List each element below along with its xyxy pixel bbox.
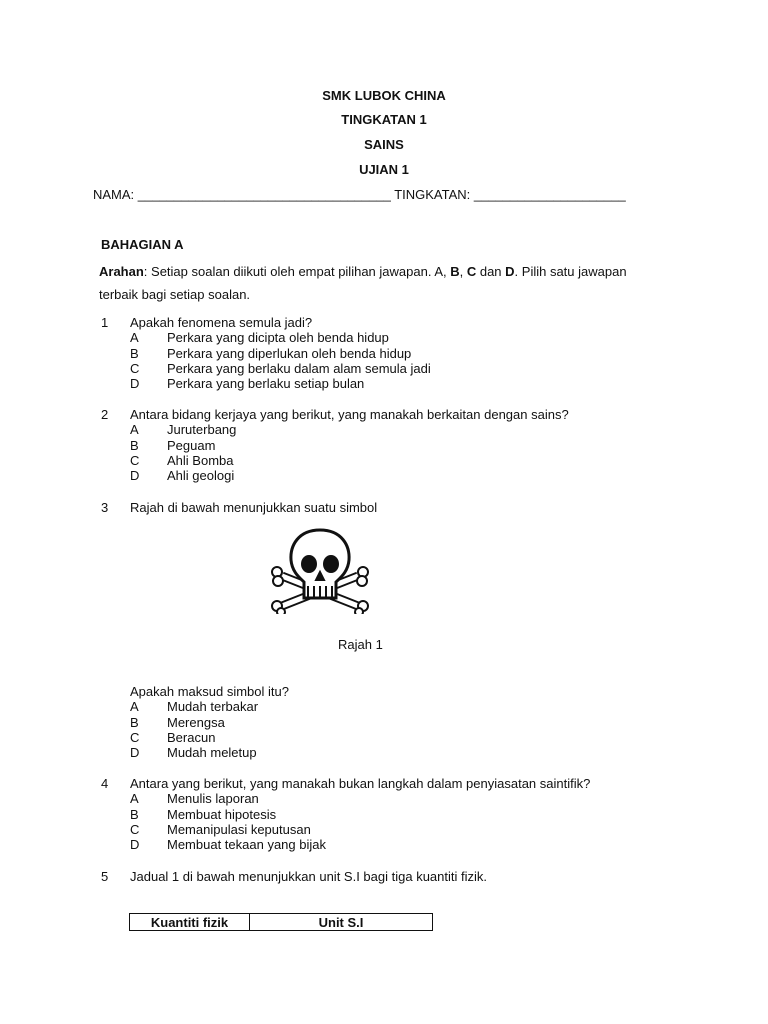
option-text: Perkara yang diperlukan oleh benda hidup <box>167 345 412 361</box>
option-text: Ahli Bomba <box>167 452 234 468</box>
table-header-row <box>130 914 433 931</box>
option-letter: A <box>130 330 139 346</box>
question-number: 1 <box>101 315 109 330</box>
option-text: Memanipulasi keputusan <box>167 821 311 837</box>
option-d <box>130 468 701 483</box>
instruction <box>99 260 659 306</box>
option-c <box>130 453 701 468</box>
question-4 <box>101 776 701 852</box>
question-number: 2 <box>101 407 109 422</box>
option-text: Mudah terbakar <box>167 699 259 715</box>
form-level: TINGKATAN 1 <box>341 112 427 127</box>
option-text: Mudah meletup <box>167 745 257 761</box>
option-text: Perkara yang dicipta oleh benda hidup <box>167 330 389 346</box>
question-3-options <box>101 684 701 760</box>
question-stem: Antara yang berikut, yang manakah bukan langkah dalam penyiasatan saintifik? <box>130 776 591 791</box>
option-letter: D <box>130 468 140 484</box>
option-text: Membuat tekaan yang bijak <box>167 837 326 853</box>
question-stem: Jadual 1 di bawah menunjukkan unit S.I bagi tiga kuantiti fizik. <box>130 869 487 884</box>
option-text: Merengsa <box>167 714 225 730</box>
option-letter: C <box>130 821 140 837</box>
option-letter: C <box>130 729 140 745</box>
option-letter: B <box>130 437 139 453</box>
option-b <box>130 715 701 730</box>
option-letter: B <box>130 345 139 361</box>
table-header-unit: Unit S.I <box>250 914 433 931</box>
option-letter: A <box>130 422 139 438</box>
option-letter: D <box>130 745 140 761</box>
question-5 <box>101 869 701 884</box>
subject-title: SAINS <box>364 137 404 152</box>
option-a <box>130 699 701 714</box>
question-stem: Apakah fenomena semula jadi? <box>130 315 313 330</box>
option-text: Beracun <box>167 729 216 745</box>
option-letter: C <box>130 452 140 468</box>
question-stem: Rajah di bawah menunjukkan suatu simbol <box>130 500 378 515</box>
option-letter: B <box>130 806 139 822</box>
option-a <box>130 791 701 806</box>
option-text: Perkara yang berlaku dalam alam semula jadi <box>167 360 431 376</box>
instruction-tail: . Pilih satu jawapan terbaik bagi setiap soalan. <box>99 264 627 302</box>
school-name: SMK LUBOK CHINA <box>322 88 446 103</box>
si-units-table <box>129 913 433 931</box>
test-title: UJIAN 1 <box>359 162 409 177</box>
option-text: Perkara yang berlaku setiap bulan <box>167 376 365 392</box>
option-a <box>130 422 701 437</box>
question-3 <box>101 500 701 515</box>
option-d <box>130 376 701 391</box>
instruction-label: Arahan <box>99 264 144 279</box>
option-a <box>130 330 701 345</box>
question-number: 5 <box>101 869 109 884</box>
option-d <box>130 837 701 852</box>
option-b <box>130 346 701 361</box>
option-text: Peguam <box>167 437 216 453</box>
instruction-letter-b: B <box>450 264 460 279</box>
instruction-letter-d: D <box>505 264 515 279</box>
option-letter: D <box>130 376 140 392</box>
skull-crossbones-icon <box>268 528 372 614</box>
option-letter: A <box>130 791 139 807</box>
section-title: BAHAGIAN A <box>101 237 184 252</box>
instruction-text: : Setiap soalan diikuti oleh empat pilihan jawapan. A, <box>143 264 451 279</box>
instruction-letter-c: C <box>466 264 477 279</box>
option-text: Ahli geologi <box>167 468 235 484</box>
option-d <box>130 745 701 760</box>
option-b <box>130 438 701 453</box>
option-text: Membuat hipotesis <box>167 806 277 822</box>
question-1 <box>101 315 701 391</box>
question-stem-2: Apakah maksud simbol itu? <box>130 684 289 699</box>
question-2 <box>101 407 701 483</box>
option-letter: A <box>130 699 139 715</box>
question-number: 3 <box>101 500 109 515</box>
instruction-sep: dan <box>476 264 506 279</box>
option-c <box>130 822 701 837</box>
name-class-line: NAMA: ___________________________________ TINGKATAN: _____________________ <box>93 187 626 202</box>
option-letter: C <box>130 360 140 376</box>
option-letter: B <box>130 714 139 730</box>
option-letter: D <box>130 837 140 853</box>
figure-caption: Rajah 1 <box>338 637 383 652</box>
option-c <box>130 361 701 376</box>
question-number: 4 <box>101 776 109 791</box>
option-text: Juruterbang <box>167 422 237 438</box>
table-header-quantity: Kuantiti fizik <box>130 914 250 931</box>
option-b <box>130 807 701 822</box>
option-c <box>130 730 701 745</box>
instruction-sep: , <box>459 264 467 279</box>
question-stem: Antara bidang kerjaya yang berikut, yang manakah berkaitan dengan sains? <box>130 407 569 422</box>
option-text: Menulis laporan <box>167 791 259 807</box>
